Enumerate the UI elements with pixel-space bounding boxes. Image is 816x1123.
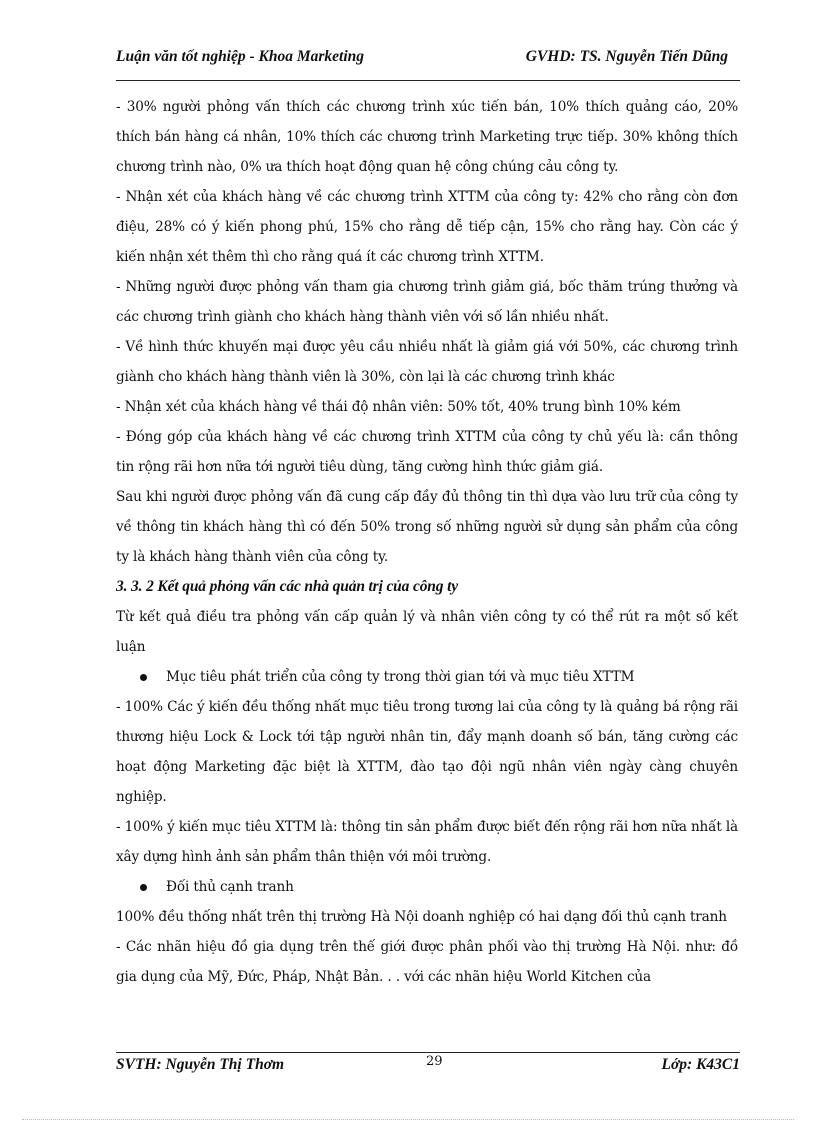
section-heading: 3. 3. 2 Kết quả phỏng vấn các nhà quản trị của công ty <box>116 578 458 595</box>
footer-rule <box>116 1052 740 1053</box>
paragraph-future-goals: - 100% Các ý kiến đều thống nhất mục tiêu trong tương lai của công ty là quảng bá rộng rãi thương hiệu Lock & Lock tới tập người nhân tin, đẩy mạnh doanh số bán, tăng cường các hoạt động Marketing đặc biệt là XTTM, đào tạo đội ngũ nhân viên ngày càng chuyên nghiệp. <box>116 699 738 805</box>
bullet-item-development-goals <box>116 662 738 692</box>
page-footer <box>116 1056 740 1080</box>
footer-class: Lớp: K43C1 <box>661 1056 740 1073</box>
bullet-item-label: Mục tiêu phát triển của công ty trong thời gian tới và mục tiêu XTTM <box>166 669 635 685</box>
page-edge-divider <box>22 1119 794 1120</box>
paragraph-competitor-types: 100% đều thống nhất trên thị trường Hà Nội doanh nghiệp có hai dạng đối thủ cạnh tranh <box>116 909 727 925</box>
footer-student-name: SVTH: Nguyễn Thị Thơm <box>116 1056 285 1073</box>
paragraph-customer-contribution: - Đóng góp của khách hàng về các chương trình XTTM của công ty chủ yếu là: cần thông tin rộng rãi hơn nữa tới người tiêu dùng, tăng cường hình thức giảm giá. <box>116 429 738 475</box>
paragraph-xttm-goals: - 100% ý kiến mục tiêu XTTM là: thông tin sản phẩm được biết đến rộng rãi hơn nữa nhất là xây dựng hình ảnh sản phẩm thân thiện với môi trường. <box>116 819 738 865</box>
paragraph-promotion-form: - Về hình thức khuyến mại được yêu cầu nhiều nhất là giảm giá với 50%, các chương trình giành cho khách hàng thành viên là 30%, còn lại là các chương trình khác <box>116 339 738 385</box>
paragraph-participation: - Những người được phỏng vấn tham gia chương trình giảm giá, bốc thăm trúng thưởng và các chương trình giành cho khách hàng thành viên với số lần nhiều nhất. <box>116 279 738 325</box>
header-supervisor: GVHD: TS. Nguyễn Tiến Dũng <box>525 48 728 65</box>
header-thesis-title: Luận văn tốt nghiệp - Khoa Marketing <box>116 48 365 65</box>
bullet-dot-icon <box>140 674 147 681</box>
bullet-item-competitors <box>116 872 738 902</box>
paragraph-staff-attitude: - Nhận xét của khách hàng về thái độ nhân viên: 50% tốt, 40% trung bình 10% kém <box>116 399 681 415</box>
page-number: 29 <box>426 1054 443 1069</box>
page-header <box>116 48 740 72</box>
paragraph-member-customers: Sau khi người được phỏng vấn đã cung cấp đầy đủ thông tin thì dựa vào lưu trữ của công ty về thông tin khách hàng thì có đến 50% trong số những người sử dụng sản phẩm của công ty là khách hàng thành viên của công ty. <box>116 489 738 565</box>
paragraph-promotion-preferences: - 30% người phỏng vấn thích các chương trình xúc tiến bán, 10% thích quảng cáo, 20% thích bán hàng cá nhân, 10% thích các chương trình Marketing trực tiếp. 30% không thích chương trình nào, 0% ưa thích hoạt động quan hệ công chúng cảu công ty. <box>116 99 738 175</box>
bullet-dot-icon <box>140 884 147 891</box>
paragraph-interview-intro: Từ kết quả điều tra phỏng vấn cấp quản lý và nhân viên công ty có thể rút ra một số kết luận <box>116 609 738 655</box>
bullet-item-label: Đối thủ cạnh tranh <box>166 879 294 895</box>
paragraph-foreign-brands: - Các nhãn hiệu đồ gia dụng trên thế giới được phân phối vào thị trường Hà Nội. như: đồ gia dụng của Mỹ, Đức, Pháp, Nhật Bản. . . với các nhãn hiệu World Kitchen của <box>116 939 738 985</box>
header-rule <box>116 80 740 81</box>
page-body <box>116 92 738 992</box>
paragraph-customer-opinion: - Nhận xét của khách hàng về các chương trình XTTM của công ty: 42% cho rằng còn đơn điệu, 28% có ý kiến phong phú, 15% cho rằng dễ tiếp cận, 15% cho rằng hay. Còn các ý kiến nhận xét thêm thì cho rằng quá ít các chương trình XTTM. <box>116 189 738 265</box>
